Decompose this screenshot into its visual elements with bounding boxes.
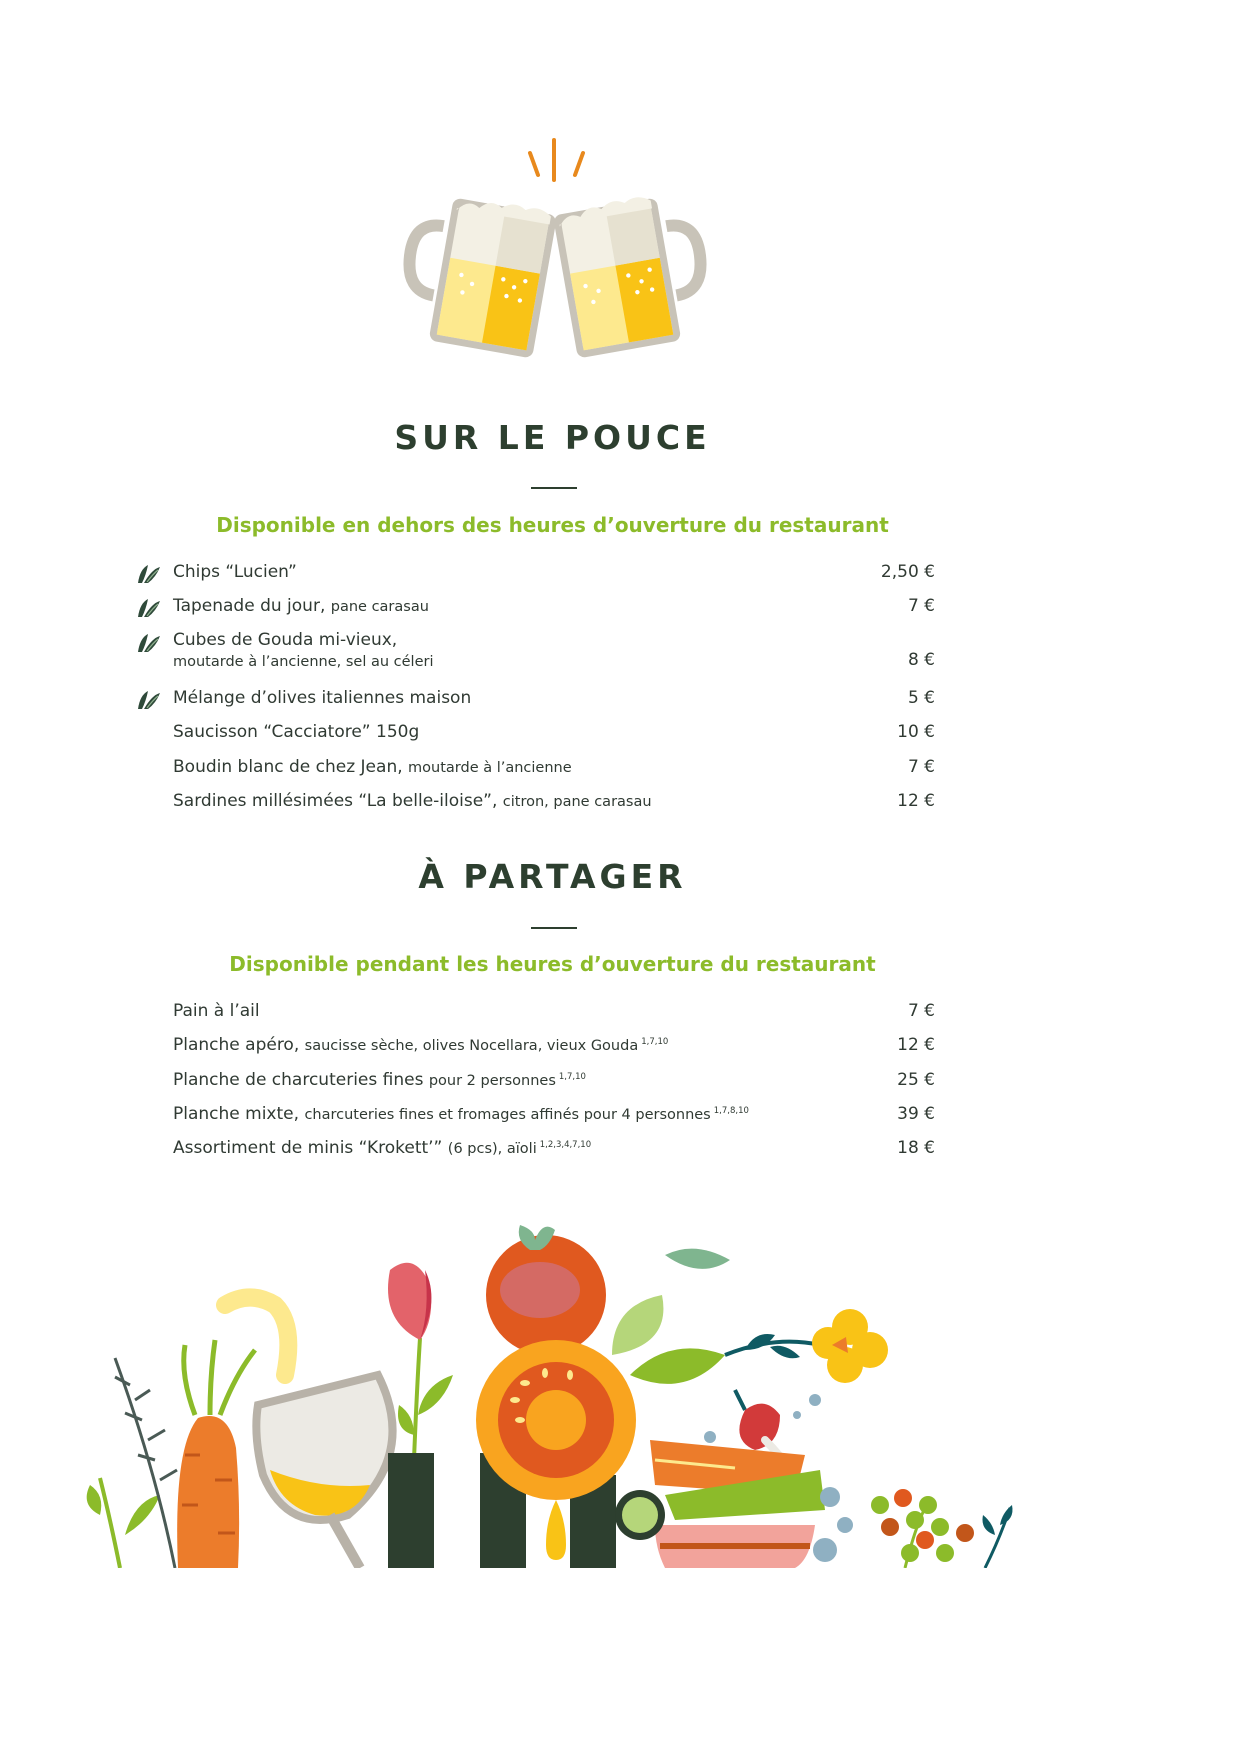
item-price: 5 € xyxy=(907,688,935,708)
menu-item xyxy=(173,1104,935,1124)
section-title-a-partager: À PARTAGER xyxy=(418,857,687,896)
item-name: Pain à l’ail xyxy=(173,1001,260,1021)
item-price: 12 € xyxy=(897,1035,935,1055)
item-price: 18 € xyxy=(897,1138,935,1158)
menu-item xyxy=(173,688,935,708)
item-name: Chips “Lucien” xyxy=(173,562,297,582)
item-name: Boudin blanc de chez Jean, xyxy=(173,757,403,777)
item-price: 25 € xyxy=(897,1070,935,1090)
allergen-codes: 1,7,10 xyxy=(558,1072,586,1082)
section-divider xyxy=(531,927,577,929)
menu-item xyxy=(173,1070,935,1090)
menu-item xyxy=(173,722,935,742)
item-name: Saucisson “Cacciatore” 150g xyxy=(173,722,420,742)
section-divider xyxy=(531,487,577,489)
item-price: 7 € xyxy=(907,596,935,616)
item-name: Cubes de Gouda mi-vieux, xyxy=(173,630,398,650)
leaf-icon xyxy=(136,563,162,585)
item-desc: pour 2 personnes xyxy=(428,1073,556,1089)
section-subtitle: Disponible pendant les heures d’ouverture du restaurant xyxy=(229,952,876,976)
menu-item xyxy=(173,1035,935,1055)
item-desc: saucisse sèche, olives Nocellara, vieux Gouda xyxy=(304,1038,639,1054)
item-price: 12 € xyxy=(897,791,935,811)
item-price: 39 € xyxy=(897,1104,935,1124)
item-name: Planche de charcuteries fines xyxy=(173,1070,424,1090)
menu-item xyxy=(173,757,935,777)
allergen-codes: 1,7,10 xyxy=(641,1037,669,1047)
item-name: Tapenade du jour, xyxy=(173,596,326,616)
leaf-icon xyxy=(136,632,162,654)
item-desc: (6 pcs), aïoli xyxy=(447,1141,537,1157)
item-name: Sardines millésimées “La belle-iloise”, xyxy=(173,791,498,811)
menu-item xyxy=(173,791,935,811)
item-name: Planche apéro, xyxy=(173,1035,300,1055)
item-desc: pane carasau xyxy=(330,599,429,615)
allergen-codes: 1,7,8,10 xyxy=(713,1106,749,1116)
item-desc: moutarde à l’ancienne, sel au céleri xyxy=(173,654,434,670)
menu-item xyxy=(173,562,935,582)
item-name: Planche mixte, xyxy=(173,1104,300,1124)
item-name: Assortiment de minis “Krokett’” xyxy=(173,1138,443,1158)
item-price: 7 € xyxy=(907,757,935,777)
item-price: 2,50 € xyxy=(880,562,935,582)
item-price: 7 € xyxy=(907,1001,935,1021)
leaf-icon xyxy=(136,597,162,619)
item-desc: charcuteries fines et fromages affinés pour 4 personnes xyxy=(304,1107,711,1123)
item-price: 8 € xyxy=(907,650,935,670)
item-desc: citron, pane carasau xyxy=(502,794,652,810)
menu-item xyxy=(173,596,935,616)
menu-item xyxy=(173,1001,935,1021)
menu-item xyxy=(173,1138,935,1158)
vegetables-illustration xyxy=(0,1215,1105,1568)
item-name: Mélange d’olives italiennes maison xyxy=(173,688,472,708)
beer-mugs-icon xyxy=(395,135,715,360)
section-title-sur-le-pouce: SUR LE POUCE xyxy=(394,418,711,457)
allergen-codes: 1,2,3,4,7,10 xyxy=(539,1140,592,1150)
section-subtitle: Disponible en dehors des heures d’ouverture du restaurant xyxy=(216,513,889,537)
leaf-icon xyxy=(136,689,162,711)
item-desc: moutarde à l’ancienne xyxy=(408,760,572,776)
item-price: 10 € xyxy=(897,722,935,742)
menu-item xyxy=(173,630,935,670)
